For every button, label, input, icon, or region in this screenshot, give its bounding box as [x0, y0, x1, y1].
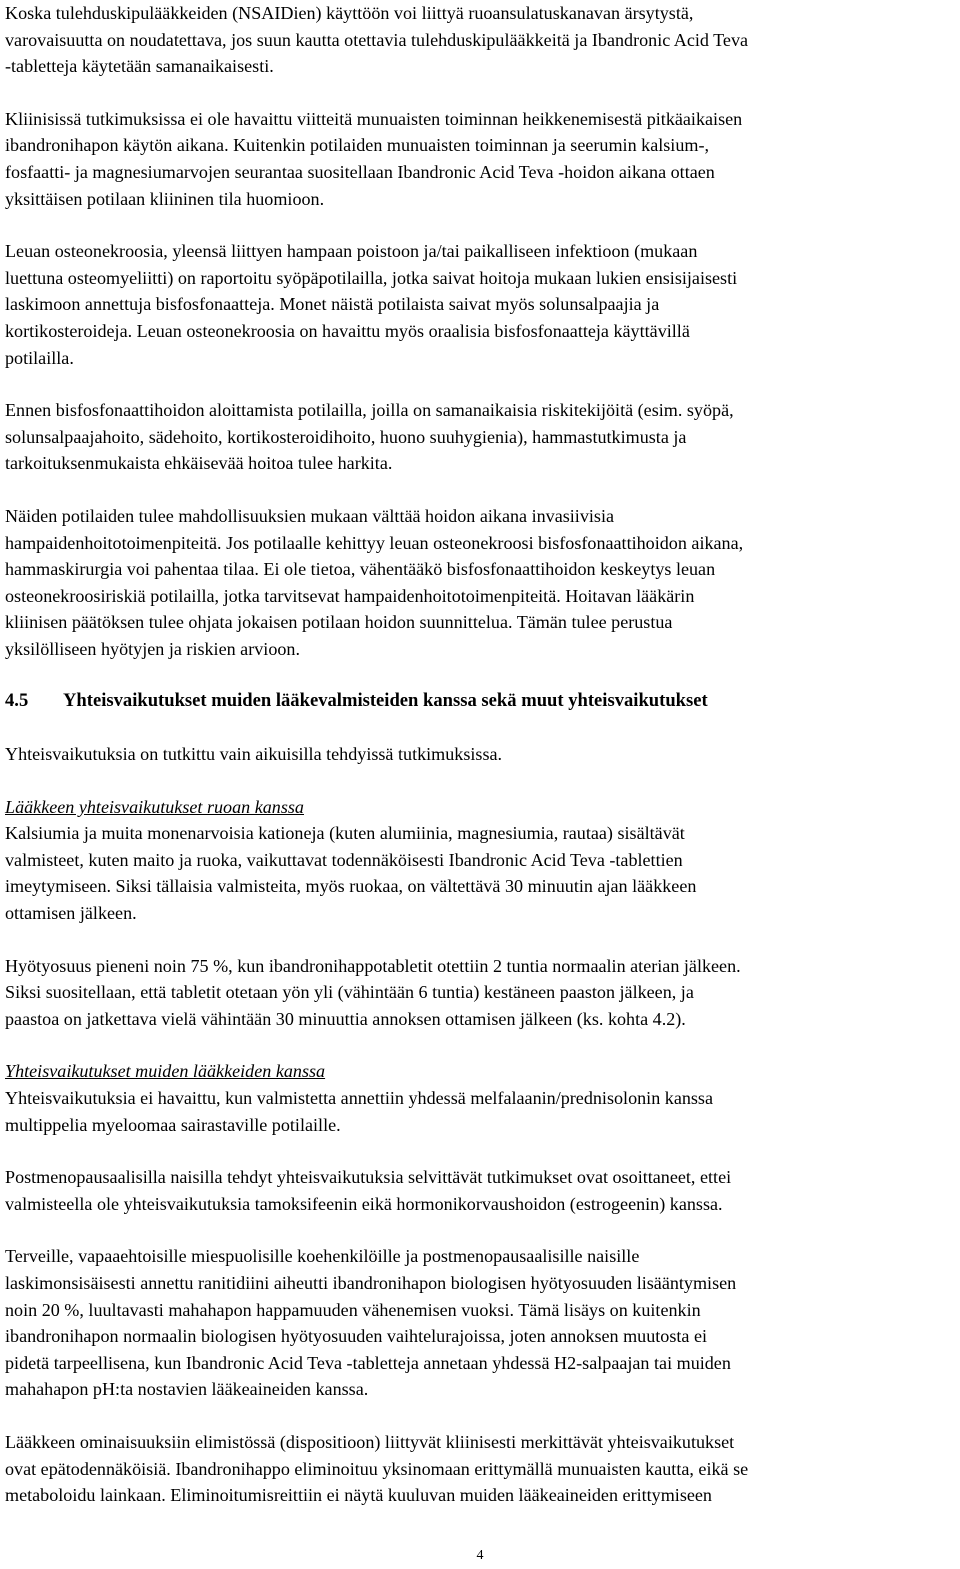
subheading-food-interactions: Lääkkeen yhteisvaikutukset ruoan kanssa: [5, 796, 304, 817]
paragraph-calcium: Kalsiumia ja muita monenarvoisia kationeja (kuten alumiinia, magnesiumia, rautaa) sisältävät valmisteet, kuten maito ja ruoka, vaikuttavat todennäköisesti Ibandronic Acid Teva -tablettien imeytymiseen. Siksi tällaisia valmisteita, myös ruokaa, on vältettävä 30 minuutin ajan lääkkeen ottamisen jälkeen.: [5, 823, 697, 924]
paragraph-melphalan: Yhteisvaikutuksia ei havaittu, kun valmistetta annettiin yhdessä melfalaanin/prednisolonin kanssa multippelia myeloomaa sairastaville potilaille.: [5, 1088, 714, 1135]
document-page: [5, 0, 955, 1509]
section-title: Yhteisvaikutukset muiden lääkevalmisteiden kanssa sekä muut yhteisvaikutukset: [63, 690, 708, 712]
section-number: 4.5: [5, 690, 29, 712]
page-number: 4: [476, 1548, 484, 1563]
paragraph-invasive-dental: Näiden potilaiden tulee mahdollisuuksien mukaan välttää hoidon aikana invasiivisia hampaidenhoitotoimenpiteitä. Jos potilaalle kehittyy leuan osteonekroosi bisfosfonaattihoidon aikana, hammaskirurgia voi pahentaa tilaa. Ei ole tietoa, vähentääkö bisfosfonaattihoidon keskeytys leuan osteonekroosiriskiä potilailla, jotka tarvitsevat hampaidenhoitotoimenpiteitä. Hoitavan lääkärin kliinisen päätöksen tulee ohjata jokaisen potilaan hoidon suunnittelua. Tämän tulee perustua yksilölliseen hyötyjen ja riskien arvioon.: [5, 505, 744, 659]
paragraph-osteonecrosis: Leuan osteonekroosia, yleensä liittyen hampaan poistoon ja/tai paikalliseen infektioon (mukaan luettuna osteomyeliitti) on raportoitu syöpäpotilailla, jotka saivat hoitoja mukaan lukien ensisijaisesti laskimoon annettuja bisfosfonaatteja. Monet näistä potilaista saivat myös solunsalpaajia ja kortikosteroideja. Leuan osteonekroosia on havaittu myös oraalisia bisfosfonaatteja käyttävillä potilailla.: [5, 241, 738, 368]
paragraph-postmenopausal: Postmenopausaalisilla naisilla tehdyt yhteisvaikutuksia selvittävät tutkimukset ovat osoittaneet, ettei valmisteella ole yhteisvaikutuksia tamoksifeenin eikä hormonikorvaushoidon (estrogeenin) kanssa.: [5, 1167, 732, 1214]
paragraph-nsaid: Koska tulehduskipulääkkeiden (NSAIDien) käyttöön voi liittyä ruoansulatuskanavan ärsytystä, varovaisuutta on noudatettava, jos suun kautta otettavia tulehduskipulääkkeitä ja Ibandronic Acid Teva -tabletteja käytetään samanaikaisesti.: [5, 3, 749, 77]
paragraph-studies: Yhteisvaikutuksia on tutkittu vain aikuisilla tehdyissä tutkimuksissa.: [5, 744, 503, 765]
paragraph-bioavailability: Hyötyosuus pieneni noin 75 %, kun ibandronihappotabletit otettiin 2 tuntia normaalin aterian jälkeen. Siksi suositellaan, että tabletit otetaan yön yli (vähintään 6 tuntia) kestäneen paaston jälkeen, ja paastoa on jatkettava vielä vähintään 30 minuuttia annoksen ottamisen jälkeen (ks. kohta 4.2).: [5, 955, 741, 1029]
paragraph-ranitidine: Terveille, vapaaehtoisille miespuolisille koehenkilöille ja postmenopausaalisille naisille laskimonsisäisesti annettu ranitidiini aiheutti ibandronihapon biologisen hyötyosuuden lisääntymisen noin 20 %, luultavasti mahahapon happamuuden vähenemisen vuoksi. Tämä lisäys on kuitenkin ibandronihapon normaalin biologisen hyötyosuuden vaihtelurajoissa, joten annoksen muutosta ei pidetä tarpeellisena, kun Ibandronic Acid Teva -tabletteja annetaan yhdessä H2-salpaajan tai muiden mahahapon pH:ta nostavien lääkeaineiden kanssa.: [5, 1246, 737, 1400]
subheading-drug-interactions: Yhteisvaikutukset muiden lääkkeiden kanssa: [5, 1061, 326, 1082]
paragraph-dental-exam: Ennen bisfosfonaattihoidon aloittamista potilailla, joilla on samanaikaisia riskitekijöitä (esim. syöpä, solunsalpaajahoito, sädehoito, kortikosteroidihoito, huono suuhygienia), hammastutkimusta ja tarkoituksenmukaista ehkäisevää hoitoa tulee harkita.: [5, 400, 734, 474]
paragraph-kidney: Kliinisissä tutkimuksissa ei ole havaittu viitteitä munuaisten toiminnan heikkenemisestä pitkäaikaisen ibandronihapon käytön aikana. Kuitenkin potilaiden munuaisten toiminnan ja seerumin kalsium-, fosfaatti- ja magnesiumarvojen seurantaa suositellaan Ibandronic Acid Teva -hoidon aikana ottaen yksittäisen potilaan kliininen tila huomioon.: [5, 108, 743, 209]
section-heading: [5, 688, 955, 715]
paragraph-disposition: Lääkkeen ominaisuuksiin elimistössä (dispositioon) liittyvät kliinisesti merkittävät yhteisvaikutukset ovat epätodennäköisiä. Ibandronihappo eliminoituu yksinomaan erittymällä munuaisten kautta, eikä se metaboloidu lainkaan. Eliminoitumisreittiin ei näytä kuuluvan muiden lääkeaineiden erittymiseen: [5, 1431, 749, 1506]
